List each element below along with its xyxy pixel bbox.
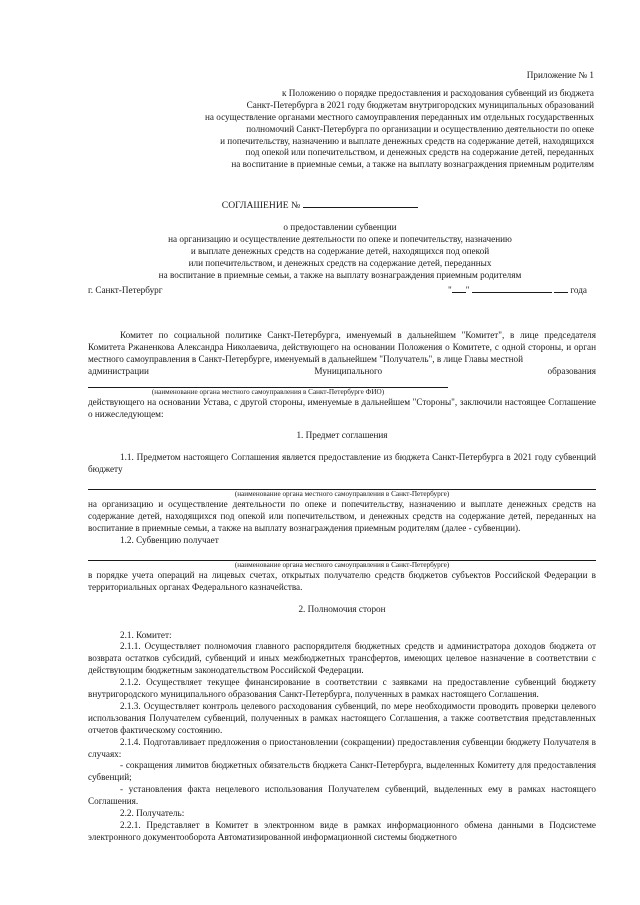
agreement-body: [88, 330, 596, 844]
clause-1-2: 1.2. Субвенцию получает: [120, 534, 219, 545]
subject-line: о предоставлении субвенции: [283, 222, 397, 232]
annex-line: и попечительству, назначению и выплате денежных средств на содержание детей, находящихся: [220, 135, 594, 146]
clause-1-1: 1.1. Предметом настоящего Соглашения является предоставление из бюджета Санкт-Петербурга в 2021 году субвенций бюджету: [88, 452, 596, 475]
annex-line: под опекой или попечительством, и денежных средств на содержание детей, переданных: [245, 147, 594, 158]
section-1-heading: 1. Предмет соглашения: [296, 430, 388, 441]
subject-line: на воспитание в приемные семьи, а также на выплату вознаграждения приемным родителям: [158, 269, 522, 280]
title-text: СОГЛАШЕНИЕ №: [221, 200, 301, 211]
recipient-blank: [88, 378, 448, 388]
clause-1-2-end: в порядке учета операций на лицевых счетах, открытых получателю средств бюджетов субъектов Российской Федерации в территориальных органах Федерального казначейства.: [88, 569, 596, 592]
annex-line: на воспитание в приемные семьи, а также на выплату вознаграждения приемным родителям: [231, 159, 594, 170]
intro-end: действующего на основании Устава, с другой стороны, именуемые в дальнейшем "Стороны", заключили настоящее Соглашение о нижеследующем:: [88, 396, 596, 419]
date-line: [448, 285, 587, 297]
case-reduction: - сокращения лимитов бюджетных обязательств бюджета Санкт-Петербурга, выделенных Комитету для предоставления субвенций;: [88, 760, 596, 783]
subject-line: на организацию и осуществление деятельности по опеке и попечительству, назначению: [168, 233, 512, 244]
case-misuse: - установления факта нецелевого использования Получателем субвенций, выделенных ему в рамках настоящего Соглашения.: [88, 784, 596, 807]
agreement-subject: [130, 222, 550, 282]
quote-close: ": [465, 285, 470, 295]
intro-word: образования: [547, 365, 596, 376]
clause-2-1-3: 2.1.3. Осуществляет контроль целевого расходования субвенций, по мере необходимости проводить проверки целевого использования Получателем субвенций, полученных в рамках настоящего Соглашения, а также соответствия представленных отчетов фактическому состоянию.: [88, 700, 596, 735]
intro-split-line: [88, 366, 596, 378]
budget-blank: [88, 480, 596, 490]
annex-line: на осуществление органами местного самоуправления переданных им отдельных государственных: [204, 111, 594, 122]
clause-2-1: 2.1. Комитет:: [120, 629, 172, 640]
annex-label: Приложение № 1: [526, 70, 594, 80]
annex-line: к Положению о порядке предоставления и расходования субвенций из бюджета: [282, 87, 594, 98]
clause-2-1-2: 2.1.2. Осуществляет текущее финансирование в соответствии с заявками на предоставление субвенций бюджету внутригородского муниципального образования Санкт-Петербурга, полученных в рамках настоящего Соглашения.: [88, 677, 596, 700]
subject-line: или попечительством, и денежных средств на содержание детей, переданных: [188, 257, 492, 268]
authority-blank: [88, 551, 596, 561]
intro-paragraph: Комитет по социальной политике Санкт-Петербурга, именуемый в дальнейшем "Комитет", в лице председателя Комитета Ржаненкова Александра Николаевича, действующего на основании Положения о Комитете, с одной стороны, и орган местного самоуправления в Санкт-Петербурге, именуемый в дальнейшем "Получатель", в лице Главы местной: [88, 330, 596, 364]
annex-header: [154, 70, 594, 171]
section-2-heading: 2. Полномочия сторон: [298, 603, 386, 614]
document-title: [0, 199, 640, 212]
note-budget: (наименование органа местного самоуправления в Санкт-Петербурге): [234, 490, 450, 499]
intro-word: администрации: [88, 365, 149, 376]
note-authority: (наименование органа местного самоуправления в Санкт-Петербурге): [234, 560, 450, 569]
number-blank: [303, 199, 418, 208]
day-blank: [452, 285, 466, 293]
clause-2-2-1: 2.2.1. Представляет в Комитет в электронном виде в рамках информационного обмена данными в Подсистеме электронного документооборота Автоматизированной информационной системы бюджетного: [88, 820, 596, 842]
intro-word: Муниципального: [314, 365, 383, 376]
quote-open: ": [447, 285, 452, 295]
year-blank: [554, 285, 568, 293]
clause-1-1-end: на организацию и осуществление деятельности по опеке и попечительству, назначению и выплате денежных средств на содержание детей, находящихся под опекой или попечительством, и денежных средств на содержание детей, переданных на воспитание в приемные семьи, а также на выплату вознаграждения приемным родителям (далее - субвенции).: [88, 499, 596, 533]
clause-2-1-1: 2.1.1. Осуществляет полномочия главного распорядителя бюджетных средств и администратора доходов бюджета от возврата остатков субсидий, субвенций и иных межбюджетных трансфертов, имеющих целевое назначение в соответствии с действующим бюджетным законодательством Российской Федерации.: [88, 641, 596, 676]
place-city: г. Санкт-Петербург: [88, 285, 163, 295]
month-blank: [472, 285, 552, 293]
subject-line: и выплате денежных средств на содержание детей, находящихся под опекой: [190, 245, 490, 256]
clause-2-2: 2.2. Получатель:: [120, 808, 185, 819]
annex-line: Санкт-Петербурга в 2021 году бюджетам внутригородских муниципальных образований: [246, 99, 594, 110]
clause-2-1-4: 2.1.4. Подготавливает предложения о приостановлении (сокращении) предоставления субвенции бюджету Получателя в случаях:: [88, 736, 596, 759]
note-recipient: (наименование органа местного самоуправления в Санкт-Петербурге ФИО): [151, 387, 385, 396]
year-word: года: [570, 285, 587, 295]
annex-line: полномочий Санкт-Петербурга по организации и осуществлению деятельности по опеке: [246, 123, 594, 134]
